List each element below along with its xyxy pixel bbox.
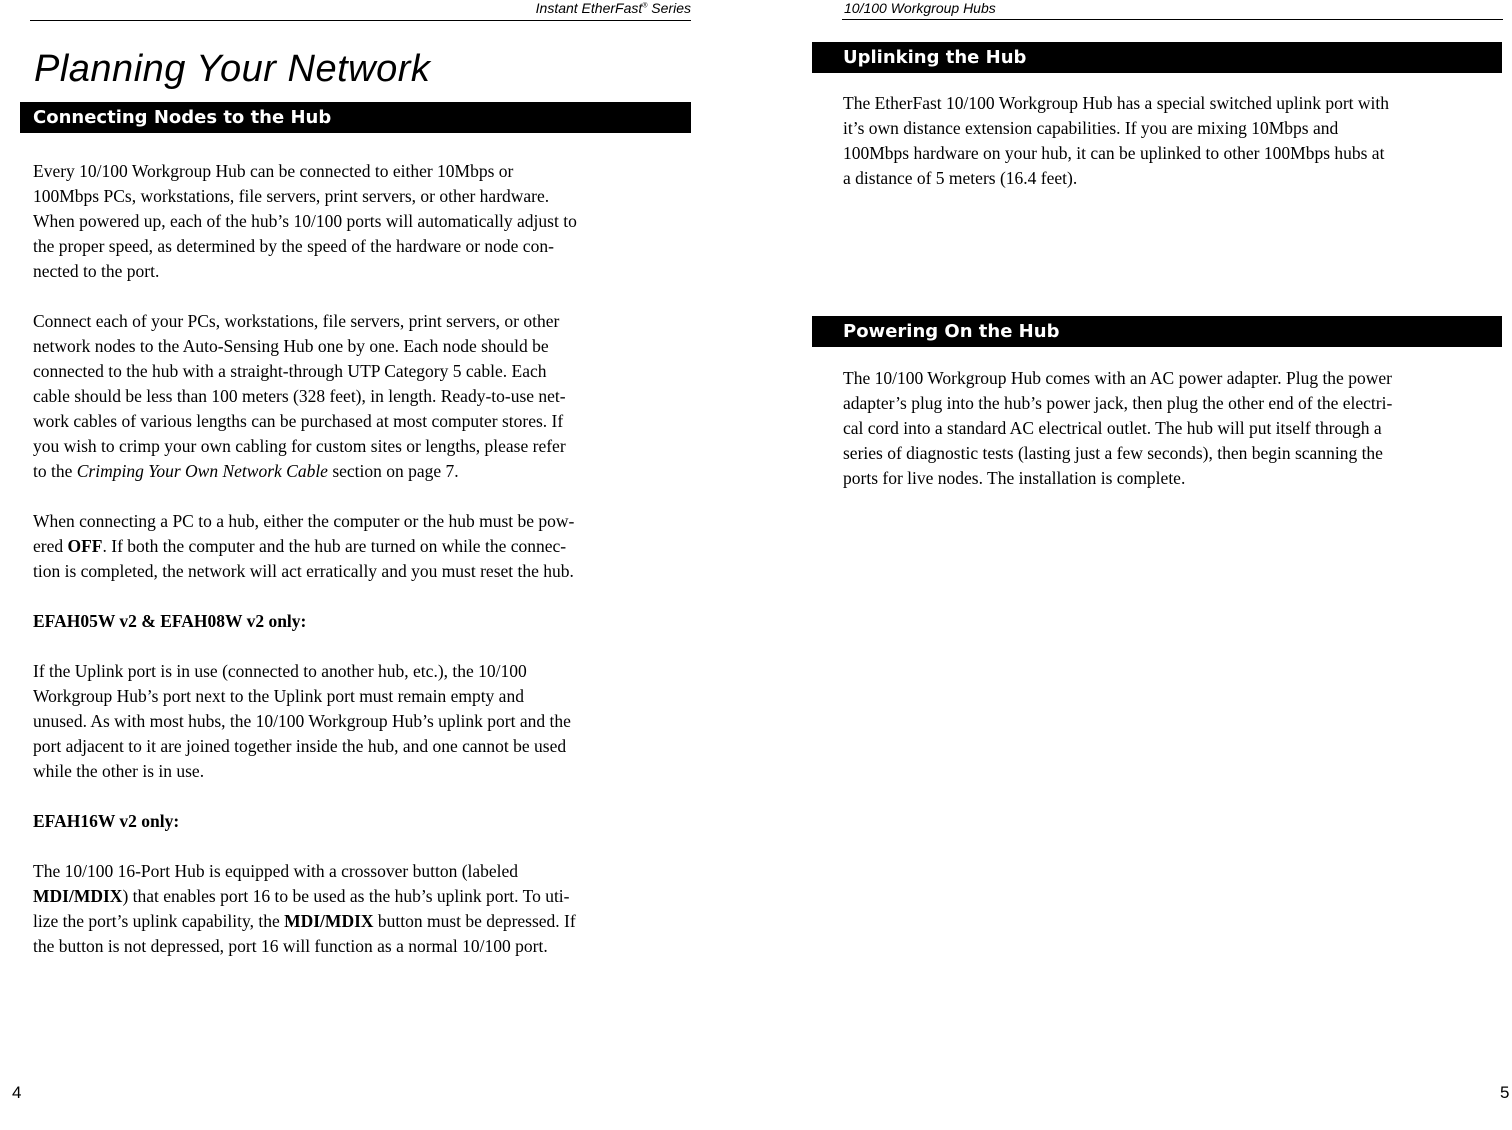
- running-header-suffix: Series: [647, 0, 691, 16]
- text-line: a distance of 5 meters (16.4 feet).: [843, 168, 1078, 188]
- paragraph-2: [33, 309, 693, 484]
- uplinking-body-text: [843, 91, 1503, 191]
- text-line: unused. As with most hubs, the 10/100 Workgroup Hub’s uplink port and the: [33, 711, 571, 731]
- text-line: If the Uplink port is in use (connected to another hub, etc.), the 10/100: [33, 661, 527, 681]
- text-line: ered OFF. If both the computer and the hub are turned on while the connec-: [33, 536, 567, 556]
- text-line: 100Mbps hardware on your hub, it can be uplinked to other 100Mbps hubs at: [843, 143, 1385, 163]
- text-line: tion is completed, the network will act erratically and you must reset the hub.: [33, 561, 574, 581]
- paragraph-3: [33, 509, 693, 584]
- text-line: When connecting a PC to a hub, either the computer or the hub must be pow-: [33, 511, 575, 531]
- running-header-brand: Instant EtherFast: [535, 0, 643, 16]
- powering-body-text: [843, 366, 1503, 491]
- text-line: cal cord into a standard AC electrical outlet. The hub will put itself through a: [843, 418, 1382, 438]
- text-line: When powered up, each of the hub’s 10/100 ports will automatically adjust to: [33, 211, 577, 231]
- text-line: Every 10/100 Workgroup Hub can be connected to either 10Mbps or: [33, 161, 514, 181]
- text-line: nected to the port.: [33, 261, 160, 281]
- text-line: 100Mbps PCs, workstations, file servers, print servers, or other hardware.: [33, 186, 550, 206]
- mdi-mdix-label: MDI/MDIX: [33, 886, 123, 906]
- chapter-title: Planning Your Network: [34, 48, 431, 90]
- registered-mark: ®: [642, 2, 648, 10]
- paragraph-powering: [843, 366, 1503, 491]
- section-heading-connecting-nodes: Connecting Nodes to the Hub: [20, 102, 691, 133]
- paragraph-1: [33, 159, 693, 284]
- page-number-left: 4: [12, 1083, 22, 1102]
- off-emphasis: OFF: [67, 536, 103, 556]
- text-line: series of diagnostic tests (lasting just a few seconds), then begin scanning the: [843, 443, 1383, 463]
- text-line: adapter’s plug into the hub’s power jack, then plug the other end of the electri-: [843, 393, 1393, 413]
- text-line: cable should be less than 100 meters (328 feet), in length. Ready-to-use net-: [33, 386, 566, 406]
- text-line: the proper speed, as determined by the speed of the hardware or node con-: [33, 236, 554, 256]
- section-heading-powering: Powering On the Hub: [812, 316, 1502, 347]
- running-header-left: [30, 0, 691, 21]
- text-line: ports for live nodes. The installation is complete.: [843, 468, 1186, 488]
- right-page: [756, 0, 1512, 1130]
- text-line: port adjacent to it are joined together inside the hub, and one cannot be used: [33, 736, 567, 756]
- text-line: while the other is in use.: [33, 761, 205, 781]
- mdi-mdix-label: MDI/MDIX: [284, 911, 374, 931]
- text-line: The 10/100 16-Port Hub is equipped with a crossover button (labeled: [33, 861, 519, 881]
- text-line: The 10/100 Workgroup Hub comes with an AC power adapter. Plug the power: [843, 368, 1392, 388]
- subheading-efah16w: EFAH16W v2 only:: [33, 811, 180, 831]
- left-body-text: [33, 159, 693, 959]
- text-line: Workgroup Hub’s port next to the Uplink port must remain empty and: [33, 686, 524, 706]
- section-heading-uplinking: Uplinking the Hub: [812, 42, 1502, 73]
- text-line: connected to the hub with a straight-through UTP Category 5 cable. Each: [33, 361, 547, 381]
- page-number-right: 5: [1500, 1083, 1510, 1102]
- text-line: The EtherFast 10/100 Workgroup Hub has a special switched uplink port with: [843, 93, 1390, 113]
- text-line: you wish to crimp your own cabling for custom sites or lengths, please refer: [33, 436, 566, 456]
- text-line: Connect each of your PCs, workstations, file servers, print servers, or other: [33, 311, 560, 331]
- text-line: it’s own distance extension capabilities. If you are mixing 10Mbps and: [843, 118, 1339, 138]
- paragraph-uplinking: [843, 91, 1503, 191]
- text-line: network nodes to the Auto-Sensing Hub one by one. Each node should be: [33, 336, 549, 356]
- subheading-efah05w-efah08w: EFAH05W v2 & EFAH08W v2 only:: [33, 611, 307, 631]
- running-header-right: 10/100 Workgroup Hubs: [842, 0, 1503, 20]
- crimping-section-reference: Crimping Your Own Network Cable: [76, 461, 328, 481]
- paragraph-5: [33, 859, 693, 959]
- text-line: MDI/MDIX) that enables port 16 to be used as the hub’s uplink port. To uti-: [33, 886, 570, 906]
- text-line: to the Crimping Your Own Network Cable section on page 7.: [33, 461, 459, 481]
- paragraph-4: [33, 659, 693, 784]
- text-line: the button is not depressed, port 16 will function as a normal 10/100 port.: [33, 936, 548, 956]
- text-line: work cables of various lengths can be purchased at most computer stores. If: [33, 411, 564, 431]
- text-line: lize the port’s uplink capability, the MDI/MDIX button must be depressed. If: [33, 911, 576, 931]
